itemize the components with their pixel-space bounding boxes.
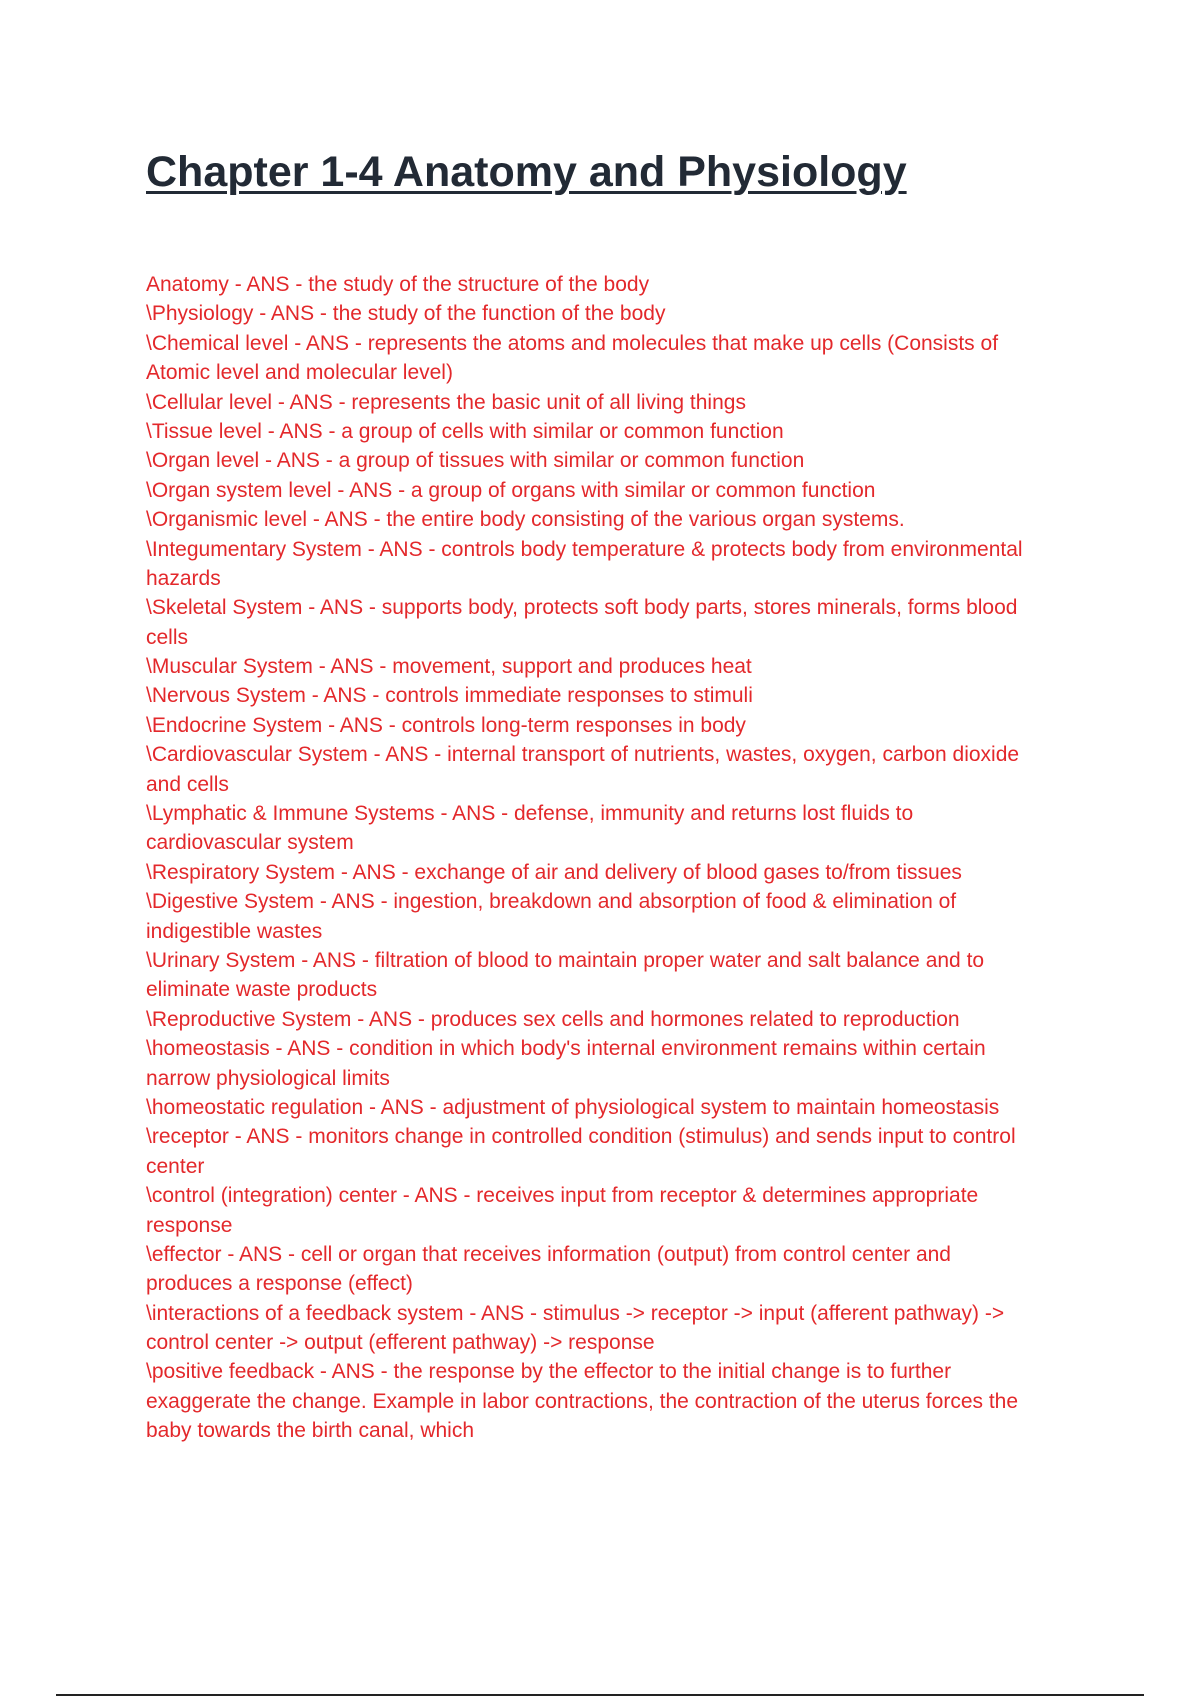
text-line: center <box>146 1154 205 1178</box>
text-line: \Reproductive System - ANS - produces sex cells and hormones related to reproduction <box>146 1007 960 1031</box>
text-line: \Tissue level - ANS - a group of cells with similar or common function <box>146 419 784 443</box>
text-line: response <box>146 1213 233 1237</box>
text-line: baby towards the birth canal, which <box>146 1419 475 1443</box>
text-line: cells <box>146 625 189 649</box>
text-line: Anatomy - ANS - the study of the structure of the body <box>146 273 650 296</box>
text-line: and cells <box>146 772 229 796</box>
text-line: \Urinary System - ANS - filtration of blood to maintain proper water and salt balance and to <box>146 948 985 972</box>
text-line: \Respiratory System - ANS - exchange of air and delivery of blood gases to/from tissues <box>146 860 962 884</box>
text-line: \Skeletal System - ANS - supports body, protects soft body parts, stores minerals, forms blood <box>146 596 1018 620</box>
text-line: \homeostasis - ANS - condition in which body's internal environment remains within certain <box>146 1037 986 1061</box>
text-line: eliminate waste products <box>146 978 378 1002</box>
text-line: \Chemical level - ANS - represents the atoms and molecules that make up cells (Consists of <box>146 331 999 355</box>
text-line: \Digestive System - ANS - ingestion, breakdown and absorption of food & elimination of <box>146 890 957 914</box>
text-line: hazards <box>146 566 221 590</box>
text-line: \Cellular level - ANS - represents the basic unit of all living things <box>146 390 746 414</box>
text-line: \Nervous System - ANS - controls immediate responses to stimuli <box>146 684 753 708</box>
text-line: \Lymphatic & Immune Systems - ANS - defense, immunity and returns lost fluids to <box>146 802 914 826</box>
text-line: \Muscular System - ANS - movement, support and produces heat <box>146 655 752 679</box>
text-line: \Cardiovascular System - ANS - internal transport of nutrients, wastes, oxygen, carbon dioxide <box>146 743 1020 767</box>
text-line: exaggerate the change. Example in labor contractions, the contraction of the uterus forces the <box>146 1389 1019 1413</box>
text-line: \Endocrine System - ANS - controls long-term responses in body <box>146 713 746 737</box>
text-line: indigestible wastes <box>146 919 323 943</box>
text-line: narrow physiological limits <box>146 1066 390 1090</box>
text-line: \interactions of a feedback system - ANS - stimulus -> receptor -> input (afferent pathway) -> <box>146 1301 1005 1325</box>
text-line: control center -> output (efferent pathway) -> response <box>146 1331 655 1355</box>
text-line: Atomic level and molecular level) <box>146 361 453 385</box>
notes-body <box>146 270 1086 1446</box>
text-line: \control (integration) center - ANS - receives input from receptor & determines appropriate <box>146 1184 979 1208</box>
text-line: \Organ system level - ANS - a group of organs with similar or common function <box>146 478 876 502</box>
text-line: \homeostatic regulation - ANS - adjustment of physiological system to maintain homeostasis <box>146 1095 1000 1119</box>
text-line: \positive feedback - ANS - the response by the effector to the initial change is to further <box>146 1360 952 1384</box>
text-line: \effector - ANS - cell or organ that receives information (output) from control center and <box>146 1242 951 1266</box>
text-line: \Organ level - ANS - a group of tissues with similar or common function <box>146 449 805 473</box>
footer-divider <box>56 1694 1144 1696</box>
text-line: \Organismic level - ANS - the entire body consisting of the various organ systems. <box>146 508 905 532</box>
page-title: Chapter 1-4 Anatomy and Physiology <box>146 148 907 196</box>
text-line: produces a response (effect) <box>146 1272 413 1296</box>
text-line: \Integumentary System - ANS - controls body temperature & protects body from environmental <box>146 537 1023 561</box>
text-line: \Physiology - ANS - the study of the function of the body <box>146 302 666 326</box>
text-line: cardiovascular system <box>146 831 354 855</box>
text-line: \receptor - ANS - monitors change in controlled condition (stimulus) and sends input to control <box>146 1125 1016 1149</box>
